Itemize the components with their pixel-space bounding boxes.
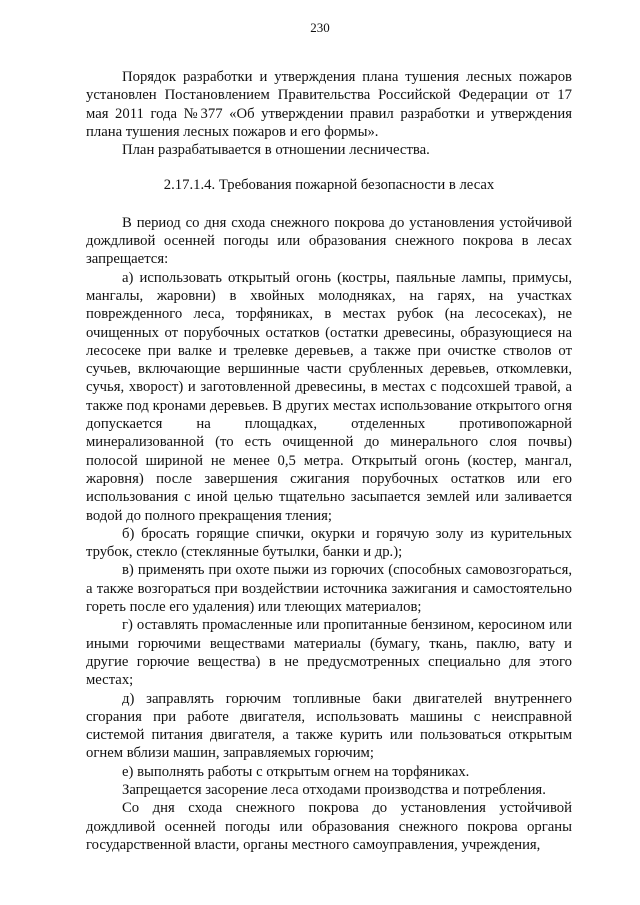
list-item-e: е) выполнять работы с открытым огнем на торфяниках. bbox=[122, 763, 470, 780]
paragraph-plan-order: Порядок разработки и утверждения плана тушения лесных пожаров установлен Постановлением Правительства Российской Федерации от 17 мая 2011 года №377 «Об утверждении правил разработки и утверждения плана тушения лесных пожаров и его формы». bbox=[86, 69, 572, 140]
document-body bbox=[86, 68, 572, 854]
list-item-a: а) использовать открытый огонь (костры, паяльные лампы, примусы, мангалы, жаровни) в хвойных молодняках, на гарях, на участках поврежденного леса, торфяниках, в местах рубок (на лесосеках), не очищенных от порубочных остатков (остатки древесины, образующиеся на лесосеке при валке и трелевке деревьев, а также при очистке стволов от сучьев, включающие вершинные части срубленных деревьев, откомлевки, сучья, хворост) и заготовленной древесины, в местах с подсохшей травой, а также под кронами деревьев. В других местах использование открытого огня допускается на площадках, отделенных противопожарной минерализованной (то есть очищенной до минерального слоя почвы) полосой шириной не менее 0,5 метра. Открытый огонь (костер, мангал, жаровня) после завершения сжигания порубочных остатков или его использования с иной целью тщательно засыпается землей или заливается водой до полного прекращения тления; bbox=[86, 269, 572, 524]
section-heading: 2.17.1.4. Требования пожарной безопасности в лесах bbox=[163, 177, 495, 194]
list-item-g: г) оставлять промасленные или пропитанные бензином, керосином или иными горючими веществами материалы (бумагу, ткань, паклю, вату и другие горючие вещества) в не предусмотренных специально для этого местах; bbox=[86, 617, 572, 689]
paragraph-authorities: Со дня схода снежного покрова до установления устойчивой дождливой осенней погоды или образования снежного покрова органы государственной власти, органы местного самоуправления, учреждения, bbox=[86, 800, 572, 853]
list-item-b: б) бросать горящие спички, окурки и горячую золу из курительных трубок, стекло (стеклянные бутылки, банки и др.); bbox=[86, 525, 572, 561]
page-number: 230 bbox=[310, 20, 330, 35]
paragraph-prohibitions-intro: В период со дня схода снежного покрова до установления устойчивой дождливой осенней погоды или образования снежного покрова в лесах запрещается: bbox=[86, 214, 572, 268]
list-item-v: в) применять при охоте пыжи из горючих (способных самовозгораться, а также возгораться при воздействии источника зажигания и самостоятельно гореть после его удаления) или тлеющих материалов; bbox=[86, 562, 572, 616]
paragraph-littering-ban: Запрещается засорение леса отходами производства и потребления. bbox=[122, 781, 546, 798]
paragraph-plan-scope: План разрабатывается в отношении лесничества. bbox=[122, 142, 430, 159]
list-item-d: д) заправлять горючим топливные баки двигателей внутреннего сгорания при работе двигателя, использовать машины с неисправной системой питания двигателя, а также курить или пользоваться открытым огнем вблизи машин, заправляемых горючим; bbox=[86, 690, 572, 762]
